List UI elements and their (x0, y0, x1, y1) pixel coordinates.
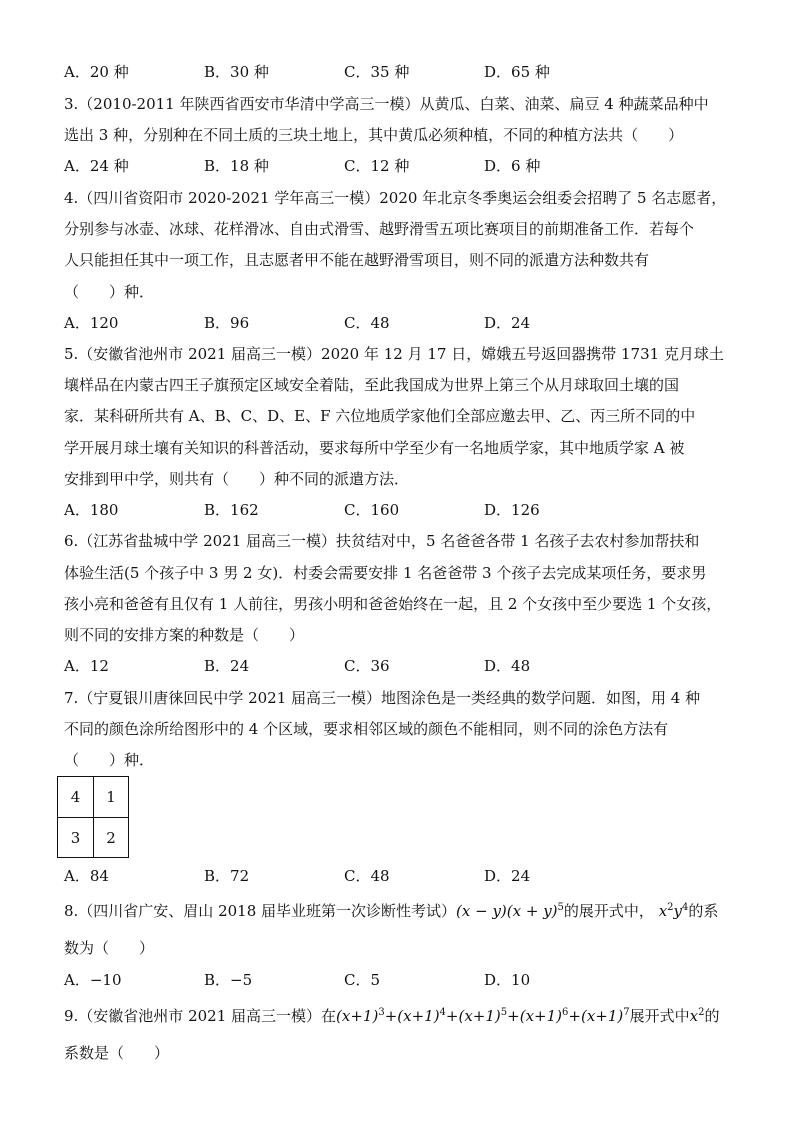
option-b[interactable]: B．30 种 (204, 63, 269, 81)
q9-plus-1: + (384, 1007, 398, 1025)
q4-line-4: （ ）种． (64, 283, 155, 301)
q9-term-2-exp: 4 (439, 1007, 446, 1018)
q9-prefix: 9.（安徽省池州市 2021 届高三一模）在 (64, 1007, 337, 1025)
q8-term-y: y (673, 902, 683, 920)
q5-line-3: 家．某科研所共有 A、B、C、D、E、F 六位地质学家他们全部应邀去甲、乙、丙三所不同的中 (64, 407, 696, 425)
option-c[interactable]: C．5 (344, 971, 381, 989)
option-a[interactable]: A．20 种 (64, 63, 129, 81)
option-c[interactable]: C．35 种 (344, 63, 410, 81)
q8-exponent: 5 (557, 902, 564, 913)
q9-term-4-exp: 6 (562, 1007, 569, 1018)
q5-line-2: 壤样品在内蒙古四王子旗预定区域安全着陆，至此我国成为世界上第三个从月球取回土壤的国 (64, 376, 680, 394)
q8-prefix: 8.（四川省广安、眉山 2018 届毕业班第一次诊断性考试） (64, 902, 457, 920)
option-a[interactable]: A．12 (64, 657, 109, 675)
option-b[interactable]: B．24 (204, 657, 250, 675)
q9-line-1 (64, 1005, 720, 1027)
q3-line-2: 选出 3 种，分别种在不同土质的三块土地上，其中黄瓜必须种植，不同的种植方法共（ ） (64, 126, 684, 144)
q9-term-1-exp: 3 (378, 1007, 385, 1018)
option-c[interactable]: C．12 种 (344, 157, 410, 175)
q8-mid: 的展开式中， (563, 902, 654, 920)
q7-line-2: 不同的颜色涂所给图形中的 4 个区域，要求相邻区域的颜色不能相同，则不同的涂色方法有 (64, 720, 669, 738)
option-a[interactable]: A．−10 (64, 971, 122, 989)
option-b[interactable]: B．162 (204, 501, 259, 519)
q9-term-3-exp: 5 (500, 1007, 508, 1018)
q8-line-1 (64, 900, 718, 922)
option-d[interactable]: D．48 (484, 657, 531, 675)
option-a[interactable]: A．24 种 (64, 157, 129, 175)
option-b[interactable]: B．72 (204, 867, 250, 885)
option-d[interactable]: D．65 种 (484, 63, 550, 81)
region-map-figure (57, 776, 129, 858)
option-d[interactable]: D．10 (484, 971, 531, 989)
q8-expression: (x − y)(x + y) (456, 902, 558, 920)
q4-line-1: 4.（四川省资阳市 2020-2021 学年高三一模）2020 年北京冬季奥运会组委会招聘了 5 名志愿者， (64, 189, 727, 207)
q9-line-2: 系数是（ ） (64, 1044, 170, 1062)
option-c[interactable]: C．160 (344, 501, 400, 519)
q5-line-1: 5.（安徽省池州市 2021 届高三一模）2020 年 12 月 17 日，嫦娥五号返回器携带 1731 克月球土 (64, 345, 724, 363)
q5-line-4: 学开展月球土壤有关知识的科普活动，要求每所中学至少有一名地质学家，其中地质学家 A 被 (64, 439, 685, 457)
option-a[interactable]: A．120 (64, 314, 119, 332)
option-a[interactable]: A．84 (64, 867, 109, 885)
option-c[interactable]: C．36 (344, 657, 390, 675)
q9-x-exp: 2 (698, 1007, 705, 1018)
q4-line-2: 分别参与冰壶、冰球、花样滑冰、自由式滑雪、越野滑雪五项比赛项目的前期准备工作．若每个 (64, 220, 695, 238)
q9-plus-3: + (507, 1007, 520, 1025)
q9-term-2: (x+1) (397, 1007, 440, 1025)
q7-line-1: 7.（宁夏银川唐徕回民中学 2021 届高三一模）地图涂色是一类经典的数学问题．如图，用 4 种 (64, 689, 701, 707)
region-4: 4 (58, 777, 94, 818)
q9-term-5-exp: 7 (623, 1007, 630, 1018)
region-1: 1 (94, 777, 128, 818)
q9-plus-4: + (568, 1007, 581, 1025)
option-d[interactable]: D．6 种 (484, 157, 541, 175)
region-3: 3 (58, 818, 94, 857)
q5-line-5: 安排到甲中学，则共有（ ）种不同的派遣方法． (64, 470, 410, 488)
q6-line-3: 孩小亮和爸爸有且仅有 1 人前往，男孩小明和爸爸始终在一起，且 2 个女孩中至少要选 1 个女孩， (64, 595, 722, 613)
q9-term-1: (x+1) (336, 1007, 379, 1025)
option-d[interactable]: D．24 (484, 867, 531, 885)
q8-suffix: 的系 (688, 902, 719, 920)
option-b[interactable]: B．−5 (204, 971, 253, 989)
q9-x: x (689, 1007, 699, 1025)
q6-line-4: 则不同的安排方案的种数是（ ） (64, 626, 305, 644)
option-b[interactable]: B．18 种 (204, 157, 269, 175)
region-2: 2 (106, 828, 116, 847)
q6-line-1: 6.（江苏省盐城中学 2021 届高三一模）扶贫结对中，5 名爸爸各带 1 名孩子去农村参加帮扶和 (64, 532, 700, 550)
q9-plus-2: + (445, 1007, 459, 1025)
q9-term-4: (x+1) (519, 1007, 563, 1025)
q8-term-exp-x: 2 (667, 902, 674, 913)
option-c[interactable]: C．48 (344, 314, 390, 332)
option-b[interactable]: B．96 (204, 314, 250, 332)
q9-term-5: (x+1) (580, 1007, 624, 1025)
q4-line-3: 人只能担任其中一项工作，且志愿者甲不能在越野滑雪项目，则不同的派遣方法种数共有 (64, 251, 650, 269)
option-d[interactable]: D．126 (484, 501, 540, 519)
q8-line-2: 数为（ ） (64, 939, 155, 957)
option-d[interactable]: D．24 (484, 314, 531, 332)
q8-term-exp-y: 4 (682, 902, 689, 913)
q9-term-3: (x+1) (458, 1007, 501, 1025)
q9-suffix: 展开式中 (629, 1007, 690, 1025)
q8-term-x: x (658, 902, 668, 920)
q9-suffix-2: 的 (704, 1007, 720, 1025)
q7-line-3: （ ）种． (64, 751, 155, 769)
q6-line-2: 体验生活(5 个孩子中 3 男 2 女)．村委会需要安排 1 名爸爸带 3 个孩子去完成某项任务，要求男 (64, 564, 707, 582)
q3-line-1: 3.（2010-2011 年陕西省西安市华清中学高三一模）从黄瓜、白菜、油菜、扁豆 4 种蔬菜品种中 (64, 95, 709, 113)
option-a[interactable]: A．180 (64, 501, 119, 519)
option-c[interactable]: C．48 (344, 867, 390, 885)
